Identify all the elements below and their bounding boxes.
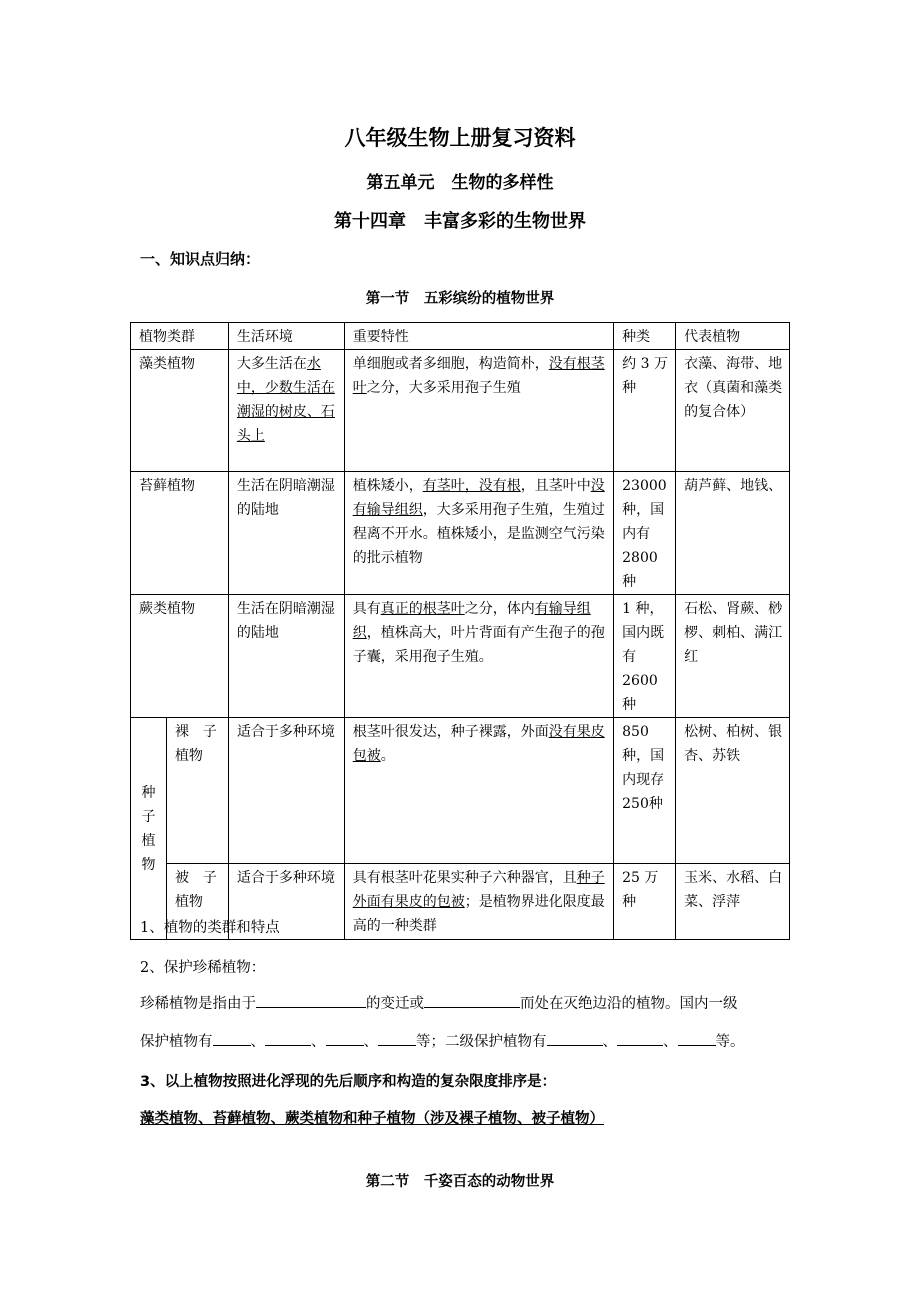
cell-rep: 松树、柏树、银杏、苏铁 [676,718,790,864]
cell-rep: 葫芦藓、地钱、 [676,472,790,595]
knowledge-heading: 一、知识点归纳： [140,250,261,268]
blank-field[interactable] [547,1031,603,1046]
cell-count: 约 3 万种 [614,350,676,472]
cell-seed-group: 种 子 植 物 [131,718,167,940]
cell-env: 适合于多种环境 [228,864,344,940]
header-env: 生活环境 [228,323,344,350]
cell-feature: 单细胞或者多细胞，构造简朴，没有根茎叶之分，大多采用孢子生殖 [344,350,613,472]
cell-feature: 具有真正的根茎叶之分，体内有输导组织，植株高大，叶片背面有产生孢子的孢子囊，采用孢子生殖。 [344,595,613,718]
table-row-moss [131,472,790,595]
note-5: 3、以上植物按照进化浮现的先后顺序和构造的复杂限度排序是： [140,1074,557,1090]
note-2: 2、保护珍稀植物： [140,960,266,976]
header-group: 植物类群 [131,323,229,350]
header-feature: 重要特性 [344,323,613,350]
note-1: 1、植物的类群和特点 [140,920,280,936]
cell-rep: 玉米、水稻、白菜、浮萍 [676,864,790,940]
cell-count: 25 万种 [614,864,676,940]
blank-field[interactable] [424,993,520,1008]
cell-count: 1 种，国内既有2600种 [614,595,676,718]
cell-feature: 根茎叶很发达，种子裸露，外面没有果皮包被。 [344,718,613,864]
blank-field[interactable] [326,1031,364,1046]
cell-env: 生活在阴暗潮湿的陆地 [228,472,344,595]
plant-table [130,322,790,940]
note-3: 珍稀植物是指由于 的变迁或 而处在灭绝边沿的植物。国内一级 [140,992,738,1013]
page-title: 八年级生物上册复习资料 [344,126,576,150]
note-6: 藻类植物、苔藓植物、蕨类植物和种子植物（涉及裸子植物、被子植物） [140,1111,604,1127]
header-rep: 代表植物 [676,323,790,350]
blank-field[interactable] [256,993,366,1008]
blank-field[interactable] [213,1031,251,1046]
table-row-fern [131,595,790,718]
cell-name: 苔藓植物 [131,472,229,595]
cell-name: 裸 子植物 [166,718,228,864]
chapter-title: 第十四章 丰富多彩的生物世界 [334,211,586,232]
cell-rep: 石松、肾蕨、桫椤、刺柏、满江红 [676,595,790,718]
blank-field[interactable] [678,1031,716,1046]
table-row-algae [131,350,790,472]
cell-count: 23000种，国内有2800种 [614,472,676,595]
table-row-gymno [131,718,790,864]
unit-title: 第五单元 生物的多样性 [366,173,554,193]
table-header-row [131,323,790,350]
section-2-title: 第二节 千姿百态的动物世界 [365,1174,555,1190]
cell-name: 被 子植物 [166,864,228,940]
cell-count: 850种，国内现存250种 [614,718,676,864]
cell-feature: 具有根茎叶花果实种子六种器官，且种子外面有果皮的包被；是植物界进化限度最高的一种类群 [344,864,613,940]
blank-field[interactable] [378,1031,416,1046]
note-4: 保护植物有 、 、 、 等；二级保护植物有 、 、 等。 [140,1030,745,1051]
cell-name: 藻类植物 [131,350,229,472]
blank-field[interactable] [265,1031,311,1046]
cell-feature: 植株矮小，有茎叶，没有根，且茎叶中没有输导组织，大多采用孢子生殖，生殖过程离不开水。植株矮小，是监测空气污染的批示植物 [344,472,613,595]
cell-rep: 衣藻、海带、地衣（真菌和藻类的复合体） [676,350,790,472]
blank-field[interactable] [617,1031,663,1046]
section-1-title: 第一节 五彩缤纷的植物世界 [365,291,555,307]
cell-name: 蕨类植物 [131,595,229,718]
header-count: 种类 [614,323,676,350]
cell-env: 大多生活在水中，少数生活在潮湿的树皮、石头上 [228,350,344,472]
cell-env: 适合于多种环境 [228,718,344,864]
cell-env: 生活在阴暗潮湿的陆地 [228,595,344,718]
